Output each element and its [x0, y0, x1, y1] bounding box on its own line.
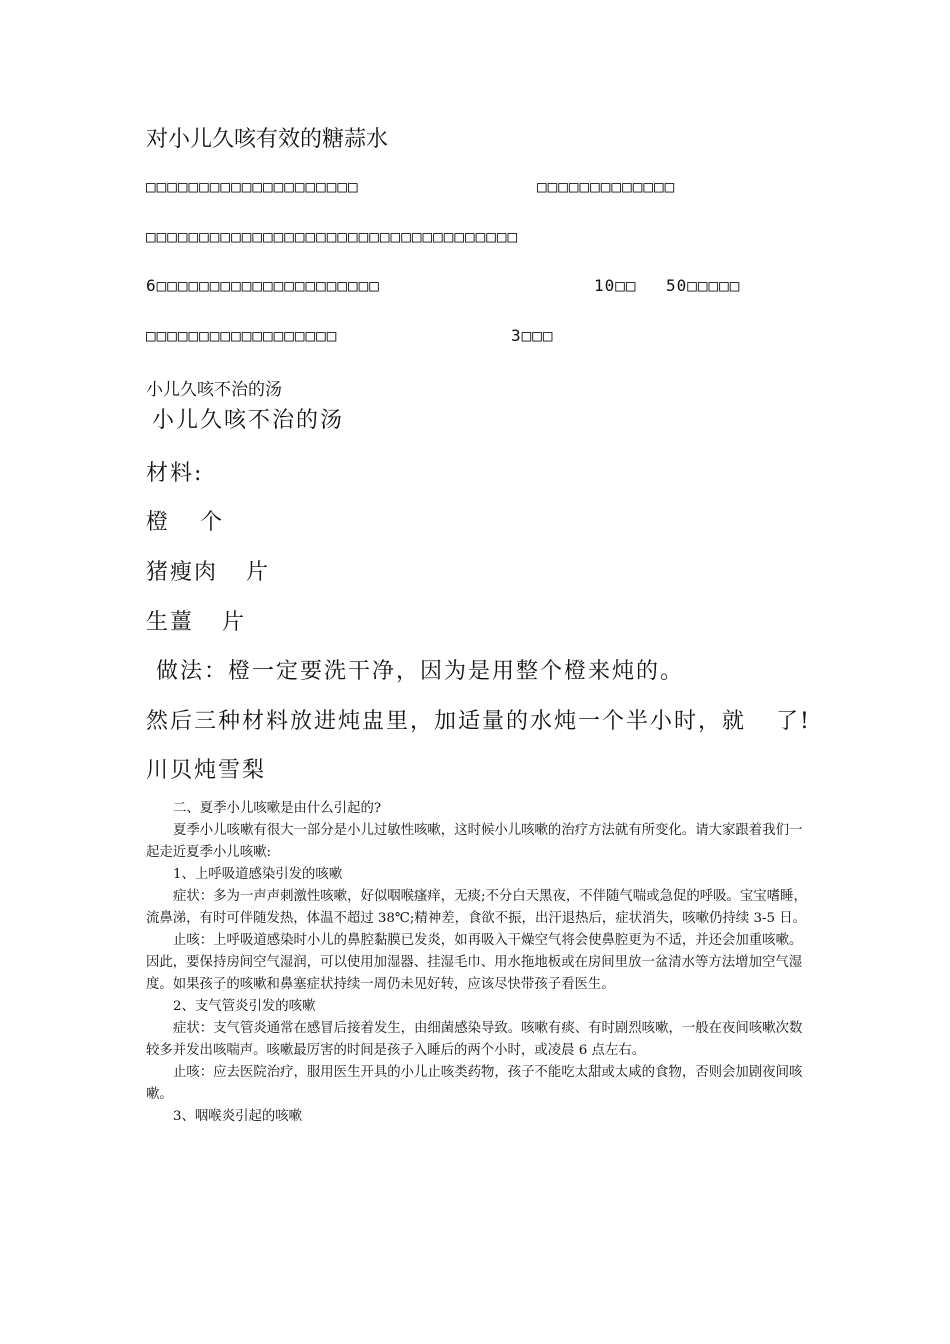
- ingredient-ginger-unit: 片: [222, 610, 247, 635]
- ingredient-pork-unit: 片: [246, 560, 271, 585]
- item-2-treatment: 止咳：应去医院治疗，服用医生开具的小儿止咳类药物，孩子不能吃太甜或太咸的食物，否则会加剧夜间咳嗽。: [146, 1065, 803, 1102]
- ingredient-ginger-name: 生薑: [146, 610, 195, 635]
- article-heading: 二、夏季小儿咳嗽是由什么引起的?: [173, 801, 382, 816]
- article-intro: 夏季小儿咳嗽有很大一部分是小儿过敏性咳嗽，这时候小儿咳嗽的治疗方法就有所变化。请大家跟着我们一起走近夏季小儿咳嗽:: [146, 823, 803, 860]
- item-1-treatment: 止咳：上呼吸道感染时小儿的鼻腔黏膜已发炎，如再吸入干燥空气将会使鼻腔更为不适，并还会加重咳嗽。因此，要保持房间空气湿润，可以使用加湿器、挂湿毛巾、用水拖地板或在房间里放一盆清水等方法增加空气湿度。如果孩子的咳嗽和鼻塞症状持续一周仍未见好转，应该尽快带孩子看医生。: [146, 933, 803, 992]
- garbled-line-1-left: □□□□□□□□□□□□□□□□□□□□: [146, 177, 359, 196]
- section-small-title-soup: 小儿久咳不治的汤: [146, 380, 282, 400]
- garbled-line-4-left: □□□□□□□□□□□□□□□□□□: [146, 326, 338, 345]
- garbled-line-4-right: 3□□□: [511, 326, 554, 345]
- method-line-1: 做法：橙一定要洗干净，因为是用整个橙来炖的。: [156, 659, 685, 684]
- garbled-line-2: □□□□□□□□□□□□□□□□□□□□□□□□□□□□□□□□□□□: [146, 227, 519, 246]
- method-line-2a: 然后三种材料放进炖盅里，加适量的水炖一个半小时，就: [146, 709, 747, 734]
- next-title-pear: 川贝炖雪梨: [146, 758, 267, 783]
- item-2-symptom: 症状：支气管炎通常在感冒后接着发生，由细菌感染导致。咳嗽有痰、有时剧烈咳嗽，一般在夜间咳嗽次数较多并发出咳喘声。咳嗽最厉害的时间是孩子入睡后的两个小时，或凌晨 6 点左右。: [146, 1021, 803, 1058]
- garbled-line-3-mid: 10□□: [594, 276, 637, 295]
- materials-label: 材料:: [146, 461, 204, 486]
- section-title-garlic-water: 对小儿久咳有效的糖蒜水: [146, 127, 389, 152]
- section-title-soup: 小儿久咳不治的汤: [152, 408, 345, 433]
- garbled-line-3-right: 50□□□□□: [666, 276, 741, 295]
- article-block: [146, 798, 810, 1128]
- garbled-line-3-left: 6□□□□□□□□□□□□□□□□□□□□□: [146, 276, 380, 295]
- item-1-title: 1、上呼吸道感染引发的咳嗽: [173, 867, 343, 882]
- ingredient-pork-name: 猪瘦肉: [146, 560, 219, 585]
- method-line-2b: 了!: [776, 709, 811, 734]
- item-3-title: 3、咽喉炎引起的咳嗽: [173, 1109, 303, 1124]
- item-1-symptom: 症状：多为一声声刺激性咳嗽，好似咽喉瘙痒，无痰;不分白天黑夜，不伴随气喘或急促的呼吸。宝宝嗜睡，流鼻涕，有时可伴随发热，体温不超过 38℃;精神差，食欲不振，出汗退热后，症状消失，咳嗽仍持续 3-5 日。: [146, 889, 807, 926]
- garbled-line-1-right: □□□□□□□□□□□□□: [537, 177, 676, 196]
- item-2-title: 2、支气管炎引发的咳嗽: [173, 999, 316, 1014]
- ingredient-orange-name: 橙: [146, 510, 171, 535]
- ingredient-orange-unit: 个: [200, 510, 225, 535]
